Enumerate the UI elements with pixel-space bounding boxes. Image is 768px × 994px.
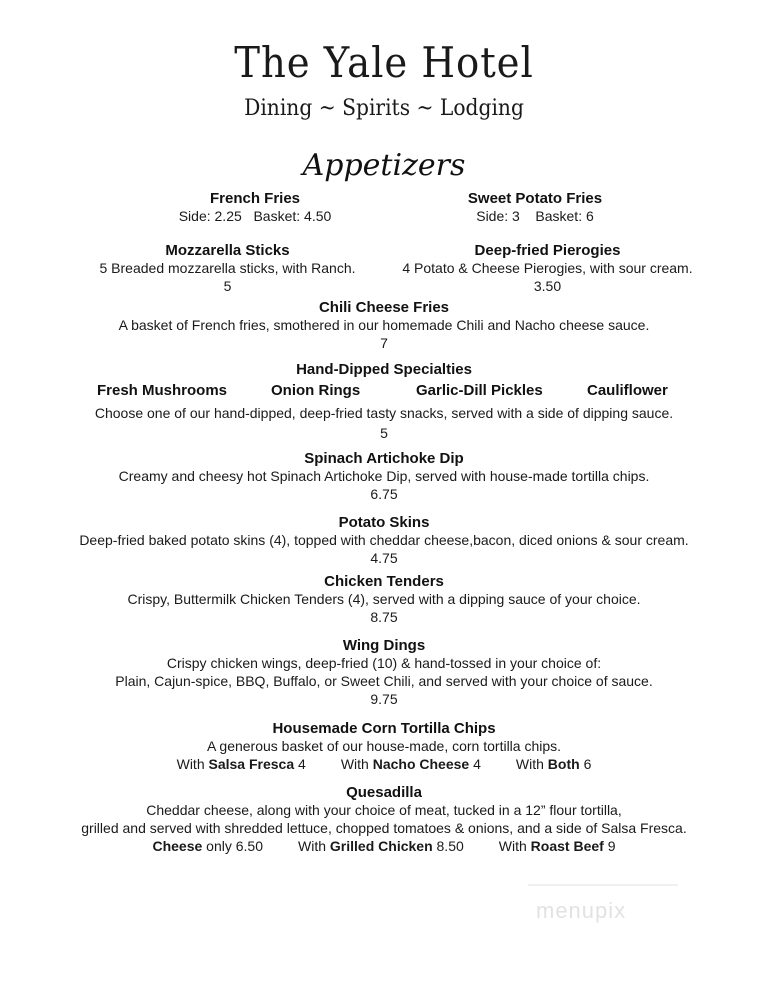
item-name: Mozzarella Sticks: [165, 242, 290, 259]
option-price: 4: [469, 756, 481, 772]
menu-item-mozzarella-sticks: [70, 242, 385, 295]
restaurant-subtitle: Dining ~ Spirits ~ Lodging: [244, 96, 524, 121]
item-price: 4.75: [370, 550, 398, 566]
option-prefix: With: [515, 756, 548, 772]
option-fresh-mushrooms: Fresh Mushrooms: [97, 382, 228, 399]
item-price: 6.75: [370, 486, 398, 502]
item-prices: [120, 207, 390, 225]
menu-item-chicken-tenders: [0, 573, 768, 626]
hand-dipped-options: [0, 382, 768, 402]
option-grilled-chicken: Grilled Chicken: [329, 838, 433, 854]
side-price: Side: 2.25: [178, 208, 242, 224]
restaurant-title: The Yale Hotel: [234, 38, 534, 87]
option-both: Both: [547, 756, 580, 772]
option-price: only 6.50: [202, 838, 264, 854]
item-description-line-2: Plain, Cajun-spice, BBQ, Buffalo, or Sweet Chili, and served with your choice of sauce.: [115, 673, 653, 689]
side-price: Side: 3: [476, 208, 520, 224]
item-description: A generous basket of our house-made, corn tortilla chips.: [206, 738, 562, 754]
option-cheese: Cheese: [152, 838, 203, 854]
item-description: 4 Potato & Cheese Pierogies, with sour cream.: [402, 260, 693, 276]
watermark-line: [528, 884, 678, 886]
item-name: Housemade Corn Tortilla Chips: [272, 720, 496, 737]
hand-dipped-details: [0, 404, 768, 442]
basket-price: Basket: 4.50: [253, 208, 332, 224]
menu-item-chili-cheese-fries: [0, 299, 768, 352]
menu-item-french-fries: [120, 190, 390, 225]
section-heading: Appetizers: [302, 148, 466, 183]
item-name: Chicken Tenders: [324, 573, 444, 590]
item-description-line-2: grilled and served with shredded lettuce, chopped tomatoes & onions, and a side of Salsa Fresca.: [81, 820, 687, 836]
menu-item-tortilla-chips: [0, 720, 768, 773]
item-name: Potato Skins: [338, 514, 430, 531]
option-prefix: With: [498, 838, 531, 854]
item-name: Deep-fried Pierogies: [474, 242, 621, 259]
menu-item-pierogies: [395, 242, 700, 295]
menu-item-sweet-potato-fries: [400, 190, 670, 225]
item-name: Sweet Potato Fries: [467, 190, 603, 207]
item-price: 8.75: [370, 609, 398, 625]
item-price: 5: [223, 278, 232, 294]
option-prefix: With: [176, 756, 209, 772]
item-name: Quesadilla: [346, 784, 422, 801]
watermark: menupix: [536, 898, 627, 923]
item-price: 9.75: [370, 691, 398, 707]
item-price: 3.50: [533, 278, 562, 294]
option-garlic-dill-pickles: Garlic-Dill Pickles: [416, 382, 543, 399]
option-price: 8.50: [432, 838, 464, 854]
item-name: Chili Cheese Fries: [318, 299, 450, 316]
item-description: Crispy, Buttermilk Chicken Tenders (4), served with a dipping sauce of your choice.: [127, 591, 641, 607]
item-description: A basket of French fries, smothered in our homemade Chili and Nacho cheese sauce.: [118, 317, 650, 333]
option-cauliflower: Cauliflower: [587, 382, 668, 399]
menu-item-quesadilla: [0, 784, 768, 855]
item-name: Hand-Dipped Specialties: [296, 361, 472, 378]
hand-dipped-heading: [0, 361, 768, 378]
item-description: Choose one of our hand-dipped, deep-fried tasty snacks, served with a side of dipping sauce.: [94, 405, 674, 421]
item-name: Spinach Artichoke Dip: [304, 450, 464, 467]
option-prefix: With: [340, 756, 373, 772]
option-price: 4: [294, 756, 306, 772]
item-description: 5 Breaded mozzarella sticks, with Ranch.: [99, 260, 356, 276]
item-options: [0, 837, 768, 855]
option-price: 6: [579, 756, 592, 772]
item-options: [0, 755, 768, 773]
item-description: Deep-fried baked potato skins (4), topped with cheddar cheese,bacon, diced onions & sour cream.: [79, 532, 689, 548]
option-roast-beef: Roast Beef: [530, 838, 604, 854]
item-price: 5: [380, 425, 388, 441]
item-price: 7: [380, 335, 388, 351]
item-name: Wing Dings: [342, 637, 426, 654]
item-description-line-1: Cheddar cheese, along with your choice of meat, tucked in a 12” flour tortilla,: [146, 802, 622, 818]
item-description: Creamy and cheesy hot Spinach Artichoke Dip, served with house-made tortilla chips.: [118, 468, 650, 484]
item-prices: [400, 207, 670, 225]
menu-item-spinach-dip: [0, 450, 768, 503]
item-description-line-1: Crispy chicken wings, deep-fried (10) & hand-tossed in your choice of:: [166, 655, 602, 671]
option-onion-rings: Onion Rings: [271, 382, 361, 399]
option-price: 9: [603, 838, 616, 854]
option-prefix: With: [298, 838, 330, 854]
option-salsa-fresca: Salsa Fresca: [208, 756, 295, 772]
basket-price: Basket: 6: [535, 208, 594, 224]
option-nacho-cheese: Nacho Cheese: [372, 756, 470, 772]
menu-item-wing-dings: [0, 637, 768, 708]
menu-item-potato-skins: [0, 514, 768, 567]
item-name: French Fries: [209, 190, 301, 207]
